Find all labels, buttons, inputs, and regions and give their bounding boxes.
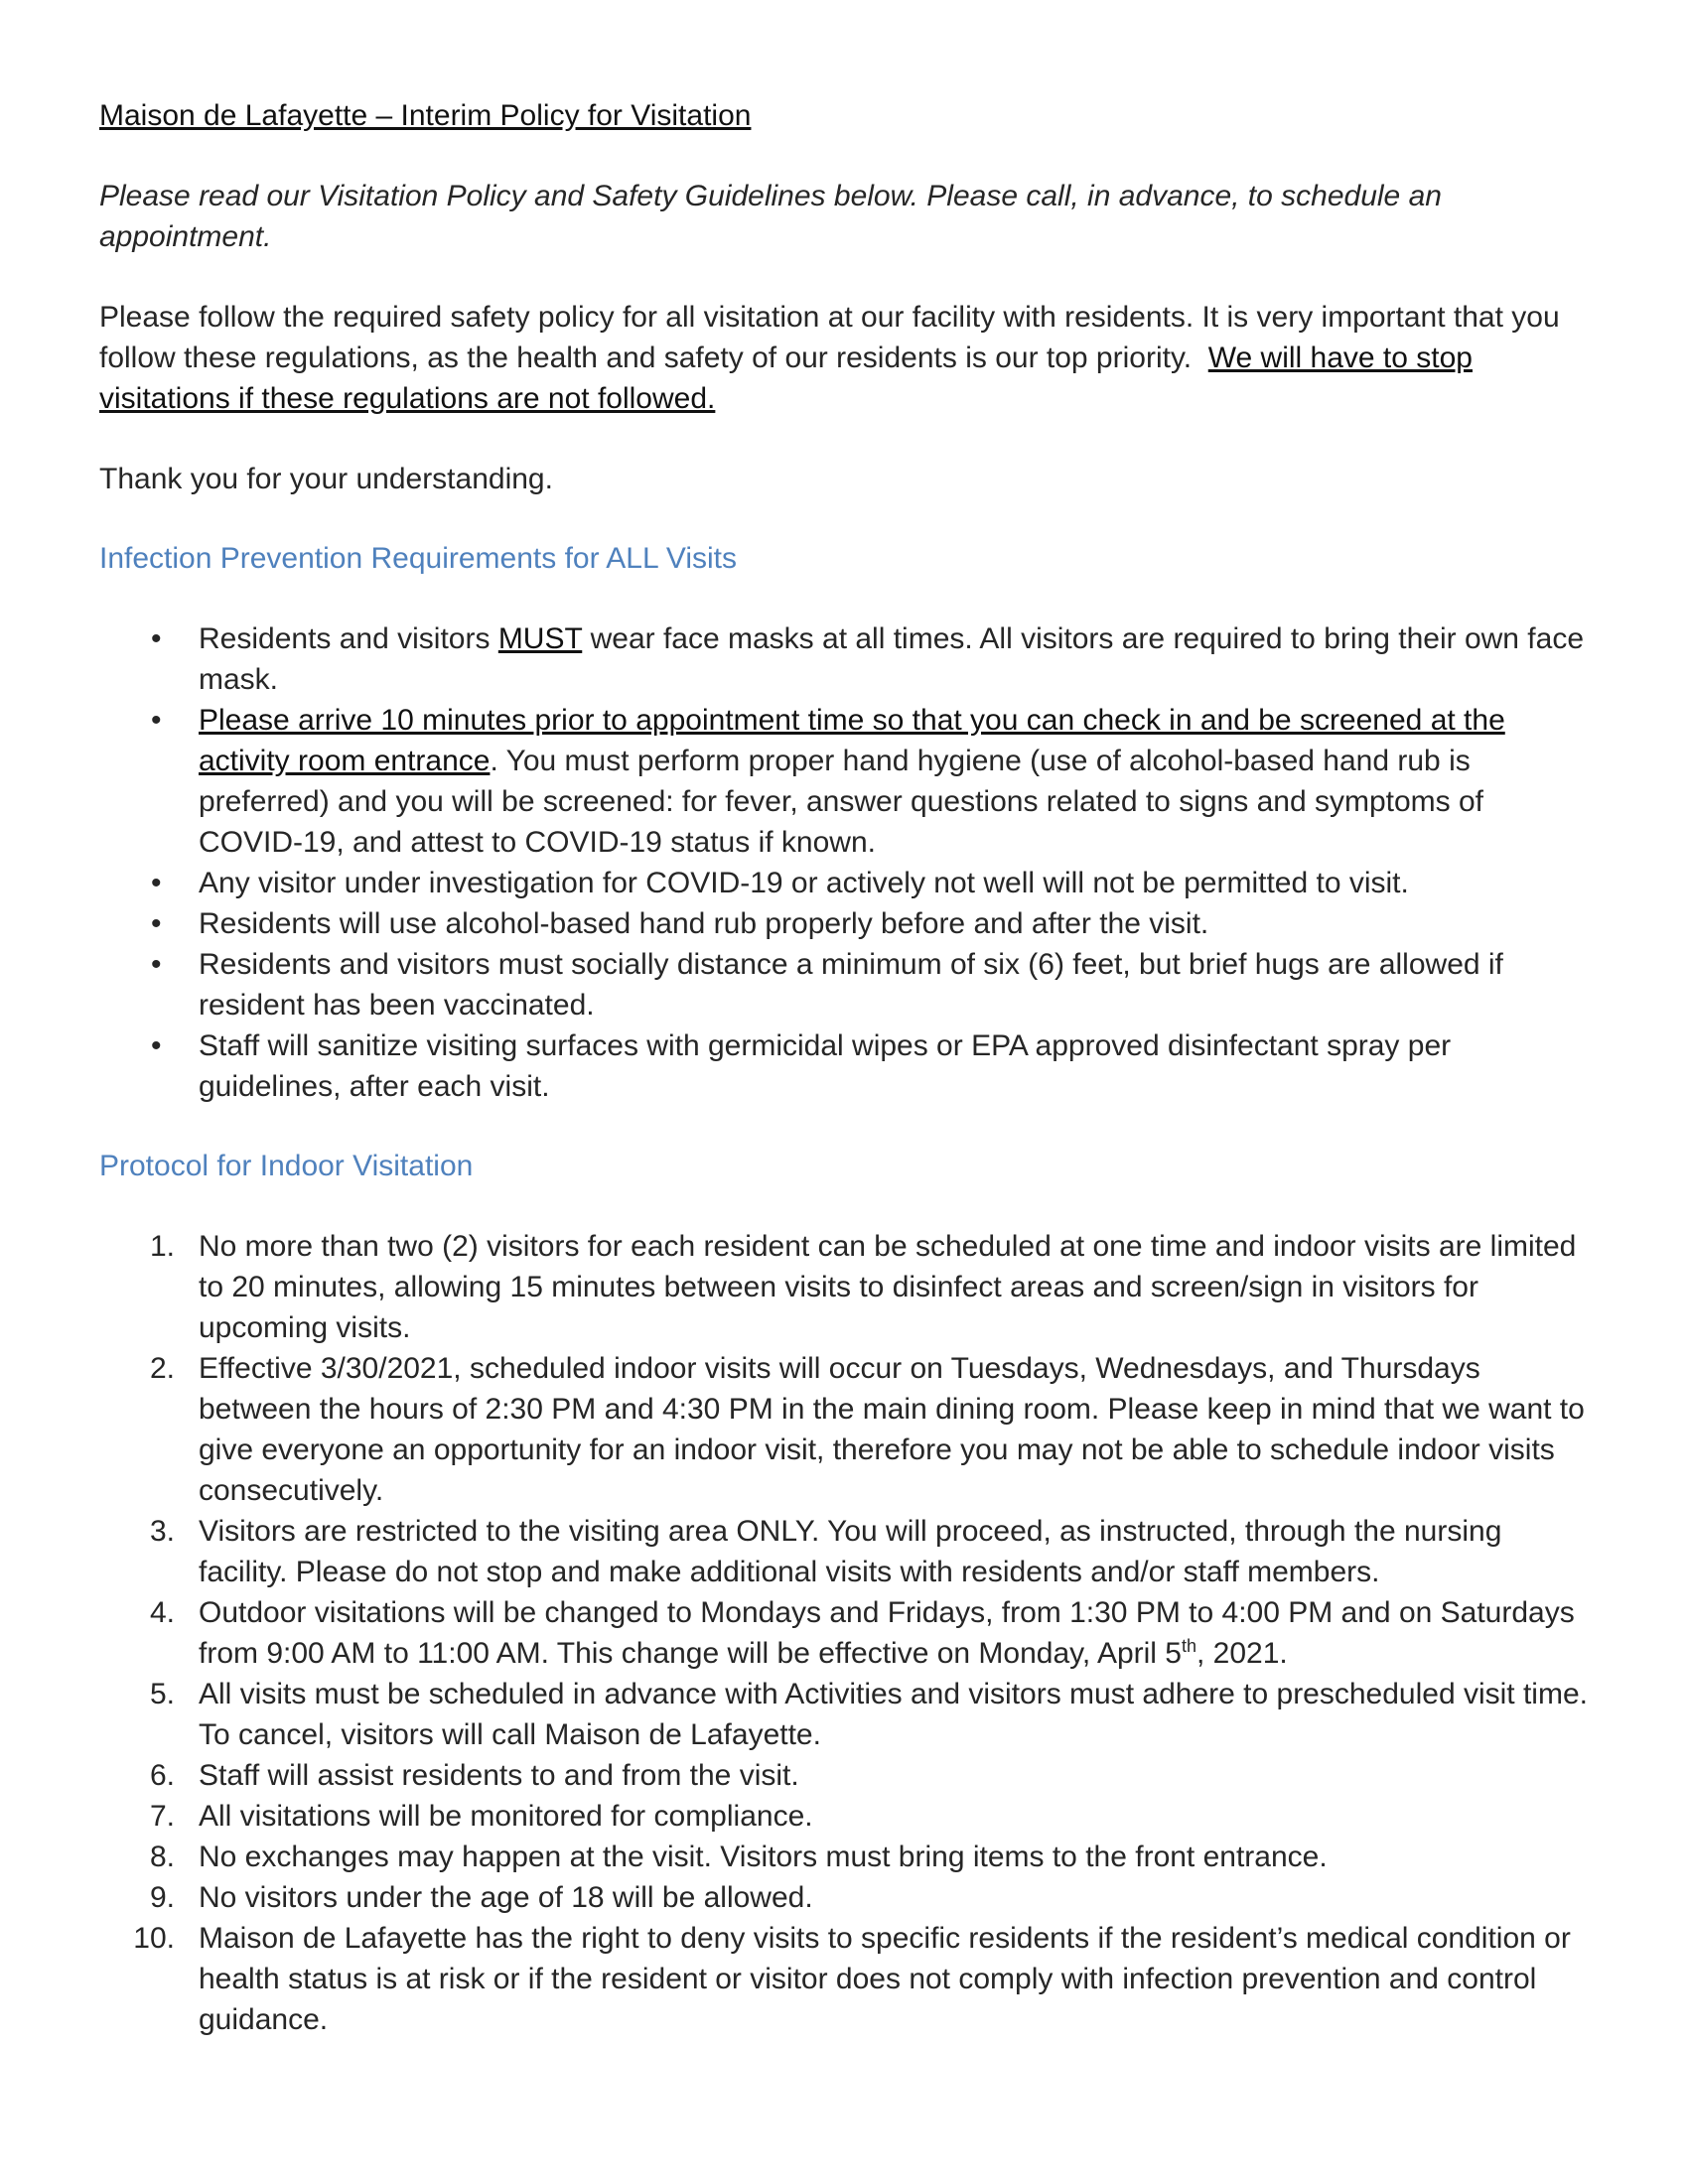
item-number: 6. [149, 1759, 175, 1792]
section-heading-indoor-visitation: Protocol for Indoor Visitation [99, 1150, 474, 1182]
bullet-icon: • [151, 907, 162, 940]
infection-prevention-list [99, 618, 1589, 1107]
safety-text: Please follow the required safety policy for all visitation at our facility with residents. It is very important that you follow these regulations, as the health and safety of our residents is our top priority. [99, 301, 1560, 374]
item-number: 3. [149, 1515, 175, 1548]
indoor-visitation-list [99, 1226, 1589, 2040]
list-item: • Residents and visitors must socially distance a minimum of six (6) feet, but brief hugs are allowed if resident has been vaccinated. [99, 944, 1589, 1025]
ordinal-suffix: th [1182, 1636, 1197, 1656]
arrival-emphasis: Please arrive 10 minutes prior to appointment time so that you can check in and be screened at the activity room entrance [199, 704, 1505, 777]
list-item: 1. No more than two (2) visitors for each resident can be scheduled at one time and indoor visits are limited to 20 minutes, allowing 15 minutes between visits to disinfect areas and screen/sign in visitors for upcoming visits. [99, 1226, 1589, 1348]
thanks-paragraph: Thank you for your understanding. [99, 463, 553, 495]
list-item: • Any visitor under investigation for COVID-19 or actively not well will not be permitted to visit. [99, 863, 1589, 903]
list-item: 5. All visits must be scheduled in advance with Activities and visitors must adhere to prescheduled visit time. To cancel, visitors will call Maison de Lafayette. [99, 1674, 1589, 1755]
item-number: 9. [149, 1881, 175, 1914]
document-title: Maison de Lafayette – Interim Policy for Visitation [99, 99, 752, 132]
list-item: • Residents and visitors MUST wear face masks at all times. All visitors are required to bring their own face mask. [99, 618, 1589, 700]
safety-paragraph [99, 297, 1589, 419]
list-item: 8. No exchanges may happen at the visit. Visitors must bring items to the front entrance. [99, 1837, 1589, 1877]
must-emphasis: MUST [497, 622, 583, 655]
list-item: 2. Effective 3/30/2021, scheduled indoor visits will occur on Tuesdays, Wednesdays, and Thursdays between the hours of 2:30 PM and 4:30 PM in the main dining room. Please keep in mind that we want to give everyone an opportunity for an indoor visit, therefore you may not be able to schedule indoor visits consecutively. [99, 1348, 1589, 1511]
list-item: • Residents will use alcohol-based hand rub properly before and after the visit. [99, 903, 1589, 944]
item-number: 1. [149, 1230, 175, 1263]
bullet-icon: • [151, 704, 162, 737]
bullet-icon: • [151, 867, 162, 899]
item-number: 7. [149, 1800, 175, 1833]
item-number: 2. [149, 1352, 175, 1385]
item-number: 4. [149, 1596, 175, 1629]
item-number: 10. [133, 1922, 175, 1955]
section-heading-infection-prevention: Infection Prevention Requirements for ALL Visits [99, 542, 738, 575]
item-number: 8. [149, 1841, 175, 1873]
bullet-icon: • [151, 948, 162, 981]
bullet-icon: • [151, 1029, 162, 1062]
list-item: 6. Staff will assist residents to and from the visit. [99, 1755, 1589, 1796]
list-item: 10. Maison de Lafayette has the right to deny visits to specific residents if the resident’s medical condition or health status is at risk or if the resident or visitor does not comply with infection prevention and control guidance. [99, 1918, 1589, 2040]
list-item: • Staff will sanitize visiting surfaces with germicidal wipes or EPA approved disinfectant spray per guidelines, after each visit. [99, 1025, 1589, 1107]
list-item: 4. Outdoor visitations will be changed to Mondays and Fridays, from 1:30 PM to 4:00 PM and on Saturdays from 9:00 AM to 11:00 AM. This change will be effective on Monday, April 5th, 2021. [99, 1592, 1589, 1674]
list-item: 7. All visitations will be monitored for compliance. [99, 1796, 1589, 1837]
item-number: 5. [149, 1678, 175, 1710]
bullet-icon: • [151, 622, 162, 655]
intro-paragraph: Please read our Visitation Policy and Safety Guidelines below. Please call, in advance, to schedule an appointment. [99, 180, 1442, 253]
stop-visitation-warning: We will have to stop visitations if these regulations are not followed. [99, 341, 1473, 415]
list-item: 9. No visitors under the age of 18 will be allowed. [99, 1877, 1589, 1918]
list-item: 3. Visitors are restricted to the visiting area ONLY. You will proceed, as instructed, through the nursing facility. Please do not stop and make additional visits with residents and/or staff members. [99, 1511, 1589, 1592]
list-item: • Please arrive 10 minutes prior to appointment time so that you can check in and be screened at the activity room entrance. You must perform proper hand hygiene (use of alcohol-based hand rub is preferred) and you will be screened: for fever, answer questions related to signs and symptoms of COVID-19, and attest to COVID-19 status if known. [99, 700, 1589, 863]
